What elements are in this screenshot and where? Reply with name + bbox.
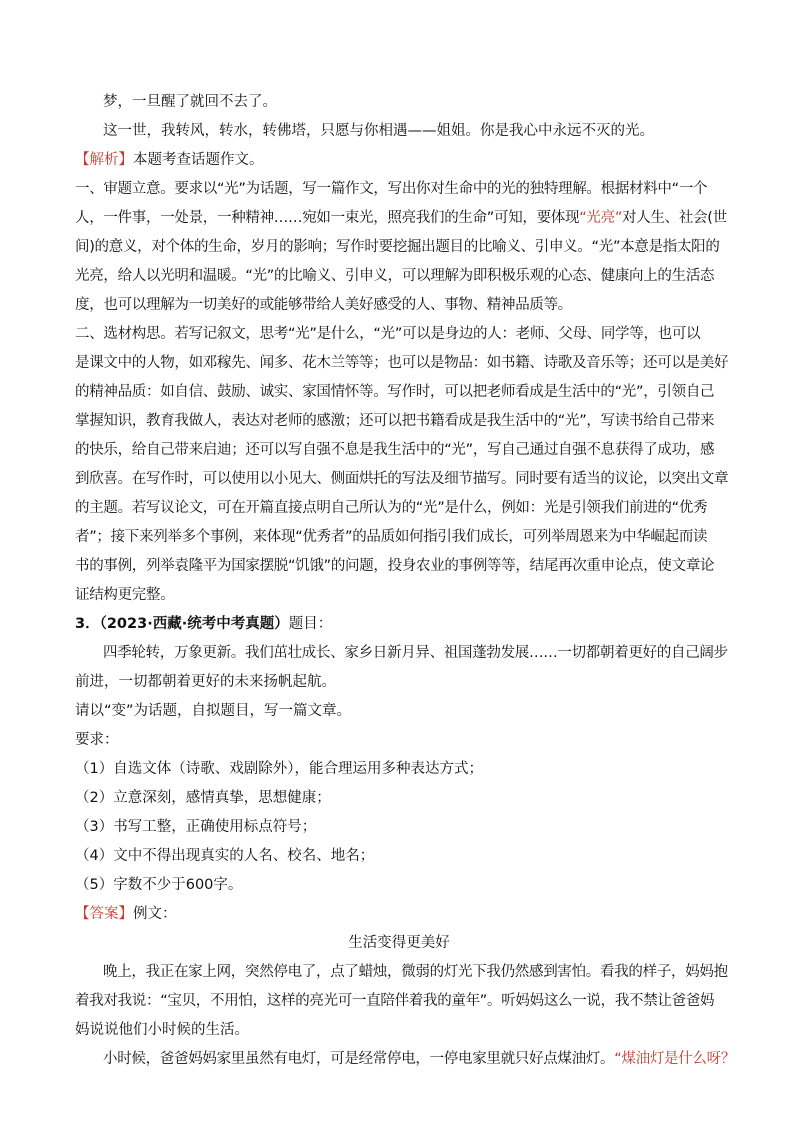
question-prompt-text-2: 前进，一切都朝着更好的未来扬帆起航。 [75,674,336,690]
essay-p1-line-3 [75,1016,723,1045]
analysis-p2-line-8 [75,523,723,552]
analysis-p1-line-1 [75,175,723,204]
analysis-p1-text-1: 一、审题立意。要求以“光”为话题，写一篇作文，写出你对生命中的光的独特理解。根据材料中“一个 [75,181,708,197]
requirement-item [75,755,723,784]
analysis-p2-text-8: 者”；接下来列举多个事例，来体现“优秀者”的品质如何指引我们成长，可列举周恩来为中华崛起而读 [75,529,708,545]
question-instruction [75,697,723,726]
requirements-label-text: 要求： [75,732,119,748]
analysis-p2-line-6 [75,465,729,494]
essay-p1-text-1: 晚上，我正在家上网，突然停电了，点了蜡烛，微弱的灯光下我仍然感到害怕。看我的样子，妈妈抱 [103,964,728,980]
essay-p1-text-2: 着我对我说：“宝贝，不用怕，这样的亮光可一直陪伴着我的童年”。听妈妈这么一说，我不禁让爸爸妈 [75,993,715,1009]
analysis-p1-text-3: 间)的意义，对个体的生命，岁月的影响；写作时要挖掘出题目的比喻义、引申义。“光”本意是指太阳的 [75,239,720,255]
answer-tag-text: 例文： [133,906,177,922]
analysis-p1-line-3 [75,233,723,262]
question-prompt-text-1: 四季轮转，万象更新。我们茁壮成长、家乡日新月异、祖国蓬勃发展……一切都朝着更好的自己阔步 [103,645,728,661]
analysis-p2-line-5 [75,436,723,465]
requirement-item [75,813,723,842]
requirement-item [75,784,723,813]
analysis-p2-line-2 [75,349,729,378]
question-number: 3． [75,616,100,632]
intro-line-2 [75,117,723,146]
analysis-p2-text-10: 证结构更完整。 [75,587,175,603]
requirement-text-3: （3）书写工整，正确使用标点符号； [75,819,317,835]
analysis-highlight-guangliang: “光亮” [579,210,623,226]
analysis-p1-text-2a: 人，一件事，一处景，一种精神……宛如一束光，照亮我们的生命”可知，要体现 [75,210,580,226]
requirement-text-1: （1）自选文体（诗歌、戏剧除外），能合理运用多种表达方式； [75,761,483,777]
analysis-tag: 【解析】 [75,152,133,168]
essay-title [75,929,723,958]
analysis-p2-text-3: 的精神品质：如自信、鼓励、诚实、家国情怀等。写作时，可以把老师看成是生活中的“光”，引领自己 [75,384,715,400]
document-body [75,88,736,1074]
requirement-text-5: （5）字数不少于600字。 [75,877,243,893]
analysis-p2-line-7 [75,494,723,523]
analysis-heading [75,146,723,175]
question-label: 题目： [288,616,333,632]
analysis-p1-line-2 [75,204,727,233]
analysis-p1-text-5: 度，也可以理解为一切美好的或能够带给人美好感受的人、事物、精神品质等。 [75,297,572,313]
analysis-p1-line-4 [75,262,723,291]
analysis-p2-text-6: 到欣喜。在写作时，可以使用以小见大、侧面烘托的写法及细节描写。同时要有适当的议论，以突出文章 [75,471,729,487]
analysis-p2-text-7: 的主题。若写议论文，可在开篇直接点明自己所认为的“光”是什么，例如：光是引领我们前进的“优秀 [75,500,708,516]
requirement-text-2: （2）立意深刻，感情真挚，思想健康； [75,790,331,806]
answer-heading [75,900,723,929]
intro-line-1 [75,88,723,117]
requirement-item [75,842,723,871]
requirement-item [75,871,723,900]
analysis-tag-text: 本题考查话题作文。 [133,152,264,168]
question-prompt-line-1 [75,639,728,668]
essay-p1-line-2 [75,987,723,1016]
question-heading [75,610,723,639]
essay-p2-line-1 [75,1045,736,1074]
analysis-p2-text-4: 掌握知识，教育我做人，表达对老师的感激；还可以把书籍看成是我生活中的“光”，写读书给自己带来 [75,413,715,429]
answer-tag: 【答案】 [75,906,133,922]
analysis-p2-text-1: 二、选材构思。若写记叙文，思考“光”是什么，“光”可以是身边的人：老师、父母、同学等，也可以 [75,326,701,342]
analysis-p2-text-5: 的快乐，给自己带来启迪；还可以写自强不息是我生活中的“光”，写自己通过自强不息获得了成功，感 [75,442,715,458]
essay-p1-text-3: 妈说说他们小时候的生活。 [75,1022,249,1038]
question-instruction-text: 请以“变”为话题，自拟题目，写一篇文章。 [75,703,352,719]
analysis-p1-text-4: 光亮，给人以光明和温暖。“光”的比喻义、引申义，可以理解为即积极乐观的心态、健康向上的生活态 [75,268,715,284]
analysis-p2-line-9 [75,552,723,581]
essay-p1-line-1 [75,958,728,987]
analysis-p1-text-2b: 对人生、社会(世 [622,210,727,226]
requirements-label [75,726,723,755]
question-prompt-line-2 [75,668,723,697]
analysis-p2-text-2: 是课文中的人物，如邓稼先、闻多、花木兰等等；也可以是物品：如书籍、诗歌及音乐等；还可以是美好 [75,355,729,371]
analysis-p2-line-1 [75,320,723,349]
essay-highlight-kerosene-lamp: “煤油灯是什么呀？ [614,1051,736,1067]
analysis-p2-line-3 [75,378,723,407]
essay-title-text: 生活变得更美好 [348,935,450,951]
essay-p2-text-1a: 小时候，爸爸妈妈家里虽然有电灯，可是经常停电，一停电家里就只好点煤油灯。 [103,1051,615,1067]
intro-text-2: 这一世，我转风，转水，转佛塔，只愿与你相遇——姐姐。你是我心中永远不灭的光。 [103,123,654,139]
analysis-p2-line-10 [75,581,723,610]
analysis-p2-line-4 [75,407,723,436]
intro-text-1: 梦，一旦醒了就回不去了。 [103,94,277,110]
analysis-p2-text-9: 书的事例，列举袁隆平为国家摆脱“饥饿”的问题，投身农业的事例等等，结尾再次重申论点，使文章论 [75,558,715,574]
requirement-text-4: （4）文中不得出现真实的人名、校名、地名； [75,848,375,864]
question-source: （2023·西藏·统考中考真题） [99,616,289,632]
analysis-p1-line-5 [75,291,723,320]
